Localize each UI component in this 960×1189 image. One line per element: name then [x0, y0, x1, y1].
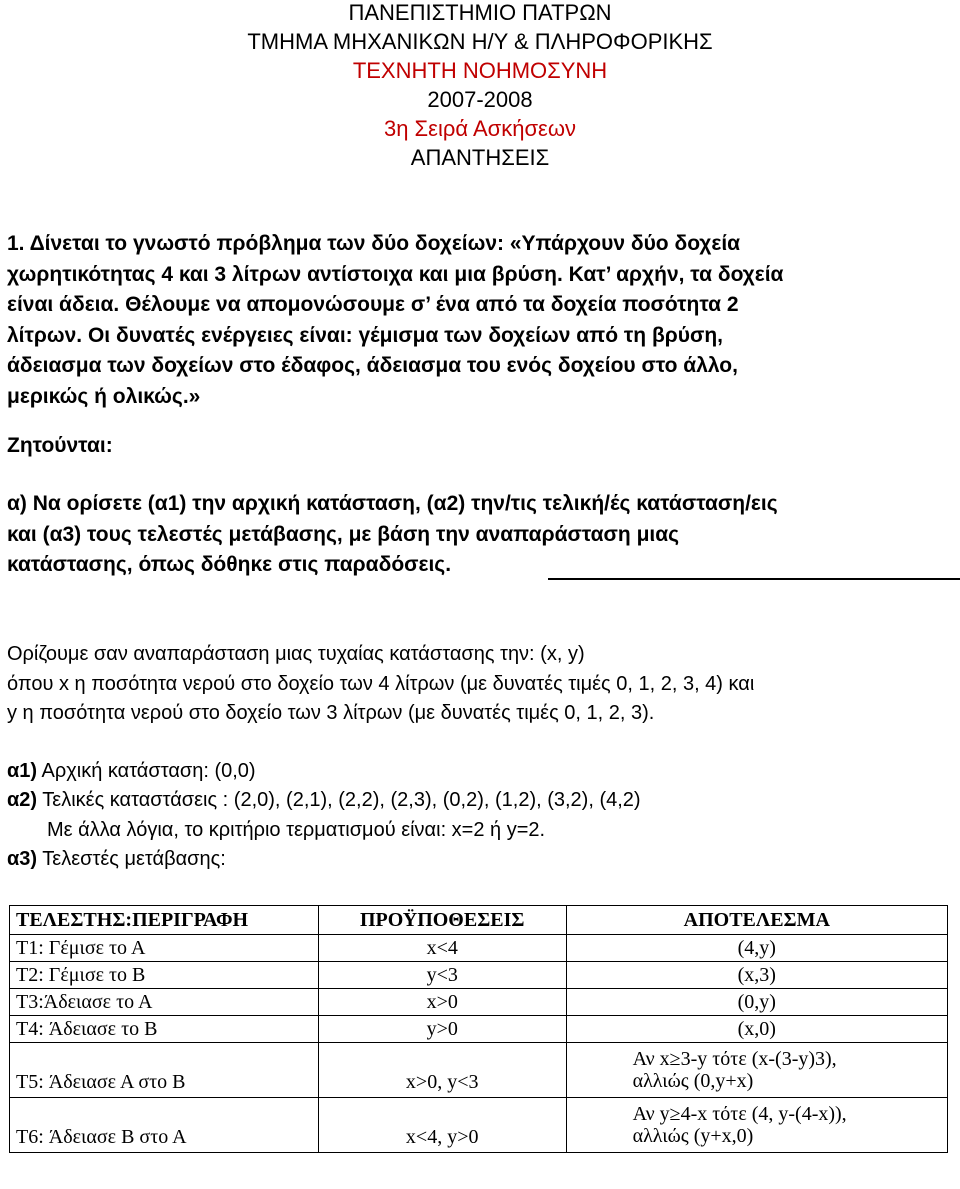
- result-cell: [566, 1043, 947, 1098]
- question-1-line: μερικώς ή ολικώς.»: [7, 384, 201, 408]
- condition-cell: y<3: [318, 962, 566, 989]
- course-title: ΤΕΧΝΗΤΗ ΝΟΗΜΟΣΥΝΗ: [352, 58, 608, 83]
- table-row: [10, 962, 948, 989]
- question-1-line: λίτρων. Οι δυνατές ενέργειες είναι: γέμισμα των δοχείων από τη βρύση,: [7, 323, 724, 347]
- exercise-series: 3η Σειρά Ασκήσεων: [383, 116, 577, 141]
- a2-label: α2): [7, 789, 38, 811]
- a3-text: Τελεστές μετάβασης:: [37, 848, 226, 870]
- representation-line: y η ποσότητα νερού στο δοχείο των 3 λίτρων (με δυνατές τιμές 0, 1, 2, 3).: [7, 702, 655, 724]
- condition-cell: y>0: [318, 1016, 566, 1043]
- a1-text: Αρχική κατάσταση: (0,0): [37, 759, 256, 782]
- question-1-line: χωρητικότητας 4 και 3 λίτρων αντίστοιχα και μια βρύση. Κατ’ αρχήν, τα δοχεία: [7, 262, 784, 286]
- table-header-row: [10, 906, 948, 935]
- initial-state: [7, 757, 957, 787]
- condition-cell: x>0: [318, 989, 566, 1016]
- table-row: [10, 1016, 948, 1043]
- question-1-line: είναι άδεια. Θέλουμε να απομονώσουμε σ’ ένα από τα δοχεία ποσότητα 2: [7, 293, 739, 316]
- result-cell: (4,y): [566, 935, 947, 962]
- operator-cell: T6: Άδειασε Β στο Α: [10, 1098, 319, 1153]
- result-line: Αν y≥4-x τότε (4, y-(4-x)),: [632, 1103, 847, 1125]
- result-line: αλλιώς (y+x,0): [632, 1125, 754, 1147]
- column-header: ΑΠΟΤΕΛΕΣΜΑ: [566, 906, 947, 935]
- university-name: ΠΑΝΕΠΙΣΤΗΜΙΟ ΠΑΤΡΩΝ: [348, 0, 612, 25]
- operators-table: [9, 905, 948, 1153]
- final-states: [7, 786, 957, 816]
- part-a-question: [7, 489, 942, 581]
- table-row: [10, 1043, 948, 1098]
- condition-cell: x<4: [318, 935, 566, 962]
- table-row: [10, 935, 948, 962]
- question-1: [7, 229, 947, 412]
- answers-title: ΑΠΑΝΤΗΣΕΙΣ: [410, 145, 550, 170]
- answer-section: [7, 640, 957, 875]
- a3-label: α3): [7, 848, 38, 870]
- operator-cell: T3:Άδειασε το Α: [10, 989, 319, 1016]
- result-cell: (0,y): [566, 989, 947, 1016]
- condition-cell: x<4, y>0: [318, 1098, 566, 1153]
- table-row: [10, 1098, 948, 1153]
- transition-operators: [7, 845, 957, 875]
- document-header: [0, 0, 960, 172]
- horizontal-divider: [548, 578, 960, 580]
- representation-line: όπου x η ποσότητα νερού στο δοχείο των 4 λίτρων (με δυνατές τιμές 0, 1, 2, 3, 4) και: [7, 672, 755, 695]
- result-cell: [566, 1098, 947, 1153]
- question-1-line: 1. Δίνεται το γνωστό πρόβλημα των δύο δοχείων: «Υπάρχουν δύο δοχεία: [7, 232, 741, 255]
- operator-cell: T2: Γέμισε το Β: [10, 962, 319, 989]
- result-cell: (x,0): [566, 1016, 947, 1043]
- operator-cell: T4: Άδειασε το Β: [10, 1016, 319, 1043]
- a2-text: Τελικές καταστάσεις : (2,0), (2,1), (2,2), (2,3), (0,2), (1,2), (3,2), (4,2): [37, 789, 641, 811]
- column-header: ΤΕΛΕΣΤΗΣ:ΠΕΡΙΓΡΑΦΗ: [10, 906, 319, 935]
- representation-line: Ορίζουμε σαν αναπαράσταση μιας τυχαίας κατάστασης την: (x, y): [7, 643, 585, 665]
- operator-cell: T5: Άδειασε Α στο Β: [10, 1043, 319, 1098]
- department-name: ΤΜΗΜΑ ΜΗΧΑΝΙΚΩΝ Η/Υ & ΠΛΗΡΟΦΟΡΙΚΗΣ: [247, 29, 713, 54]
- operator-cell: T1: Γέμισε το Α: [10, 935, 319, 962]
- result-cell: (x,3): [566, 962, 947, 989]
- part-a-line: α) Να ορίσετε (α1) την αρχική κατάσταση, (α2) την/τις τελική/ές κατάσταση/εις: [7, 492, 778, 515]
- requested-heading: Ζητούνται:: [7, 434, 113, 457]
- part-a-line: και (α3) τους τελεστές μετάβασης, με βάση την αναπαράσταση μιας: [7, 522, 680, 546]
- termination-criterion: Με άλλα λόγια, το κριτήριο τερματισμού είναι: x=2 ή y=2.: [47, 818, 546, 841]
- column-header: ΠΡΟΫΠΟΘΕΣΕΙΣ: [318, 906, 566, 935]
- result-line: Αν x≥3-y τότε (x-(3-y)3),: [632, 1048, 837, 1070]
- a1-label: α1): [7, 759, 38, 782]
- question-1-line: άδειασμα των δοχείων στο έδαφος, άδειασμα του ενός δοχείου στο άλλο,: [7, 354, 738, 377]
- result-line: αλλιώς (0,y+x): [632, 1070, 754, 1092]
- condition-cell: x>0, y<3: [318, 1043, 566, 1098]
- academic-year: 2007-2008: [427, 87, 533, 112]
- table-row: [10, 989, 948, 1016]
- part-a-line: κατάστασης, όπως δόθηκε στις παραδόσεις.: [7, 553, 452, 576]
